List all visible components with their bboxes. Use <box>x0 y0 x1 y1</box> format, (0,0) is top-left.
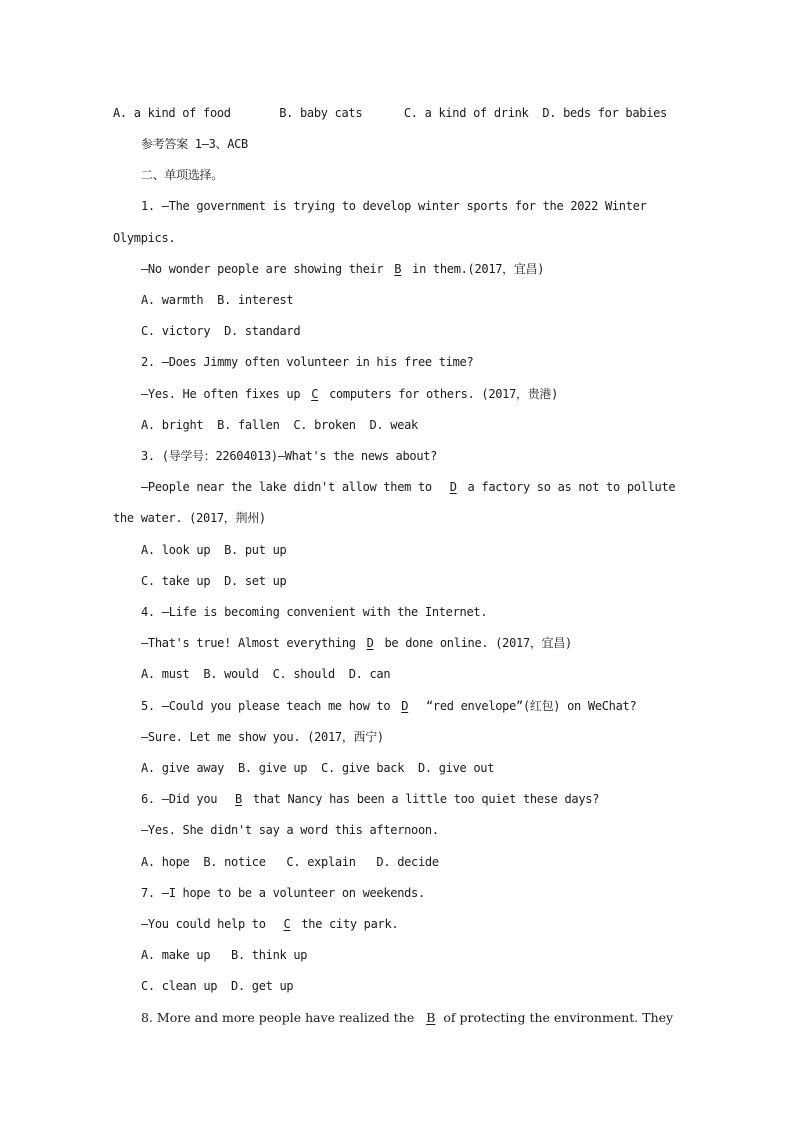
question-4-options: A. must B. would C. should D. can <box>141 667 391 681</box>
answer-key: 参考答案 1—3、ACB <box>141 137 248 151</box>
answer-blank: C <box>311 387 319 401</box>
question-4-stem: 4. —Life is becoming convenient with the Internet. <box>141 605 488 619</box>
question-7-response: —You could help to C the city park. <box>141 917 399 931</box>
question-1-options-a: A. warmth B. interest <box>141 293 294 307</box>
question-2-options: A. bright B. fallen C. broken D. weak <box>141 418 418 432</box>
question-3-stem: 3. (导学号：22604013)—What's the news about? <box>141 449 438 463</box>
answer-blank: D <box>401 699 409 713</box>
section-heading: 二、单项选择。 <box>141 168 223 182</box>
options-line: A. a kind of food B. baby cats C. a kind of drink D. beds for babies <box>113 106 667 120</box>
question-7-options-a: A. make up B. think up <box>141 948 308 962</box>
question-7-stem: 7. —I hope to be a volunteer on weekends. <box>141 886 425 900</box>
question-7-options-b: C. clean up D. get up <box>141 979 294 993</box>
question-1-stem: 1. —The government is trying to develop winter sports for the 2022 Winter <box>141 199 647 213</box>
question-1-stem-cont: Olympics. <box>113 231 176 245</box>
question-3-response: —People near the lake didn't allow them to D a factory so as not to pollute <box>141 480 676 494</box>
question-3-options-b: C. take up D. set up <box>141 574 287 588</box>
question-8-stem: 8. More and more people have realized the B of protecting the environment. They <box>141 1010 674 1025</box>
answer-blank: C <box>283 917 291 931</box>
question-5-options: A. give away B. give up C. give back D. give out <box>141 761 495 775</box>
question-2-response: —Yes. He often fixes up C computers for others. (2017，贵港) <box>141 387 559 401</box>
answer-blank: B <box>426 1010 436 1025</box>
question-1-response: —No wonder people are showing their B in them.(2017，宜昌) <box>141 262 545 276</box>
question-4-response: —That's true! Almost everything D be done online. (2017，宜昌) <box>141 636 572 650</box>
question-1-options-b: C. victory D. standard <box>141 324 301 338</box>
question-3-response-cont: the water. (2017，荆州) <box>113 511 266 525</box>
answer-blank: B <box>394 262 402 276</box>
question-6-options: A. hope B. notice C. explain D. decide <box>141 855 439 869</box>
answer-blank: D <box>449 480 457 494</box>
question-5-response: —Sure. Let me show you. (2017，西宁) <box>141 730 384 744</box>
question-2-stem: 2. —Does Jimmy often volunteer in his free time? <box>141 355 474 369</box>
answer-blank: D <box>366 636 374 650</box>
question-6-response: —Yes. She didn't say a word this afternoon. <box>141 823 439 837</box>
question-5-stem: 5. —Could you please teach me how to D “red envelope”(红包) on WeChat? <box>141 699 637 713</box>
question-3-options-a: A. look up B. put up <box>141 543 287 557</box>
answer-blank: B <box>235 792 242 806</box>
question-6-stem: 6. —Did you B that Nancy has been a little too quiet these days? <box>141 792 600 806</box>
